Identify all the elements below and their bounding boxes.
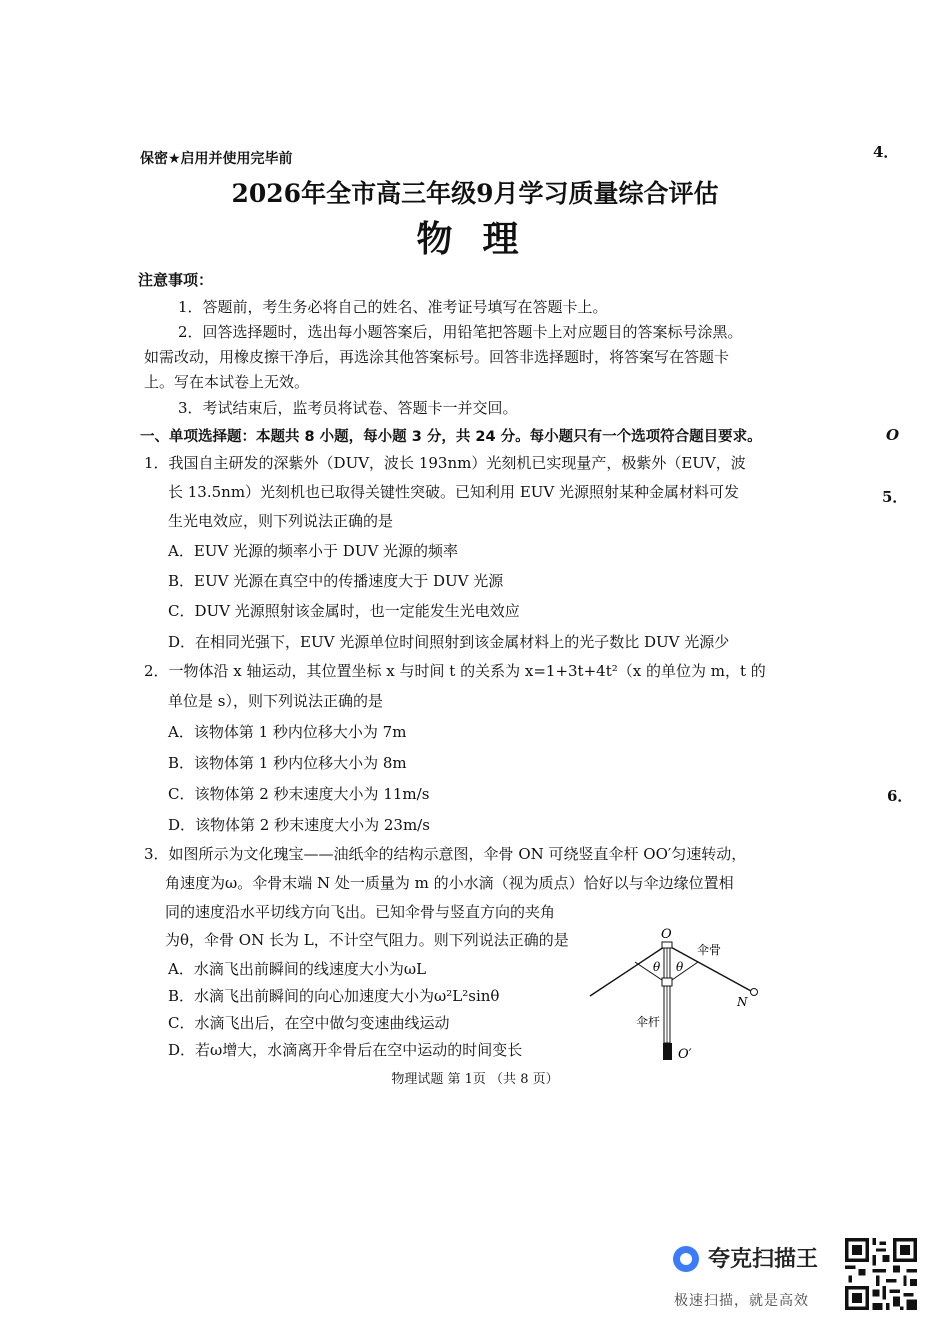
q2-line-2: 单位是 s），则下列说法正确的是 (168, 692, 383, 710)
q1-option-b: B．EUV 光源在真空中的传播速度大于 DUV 光源 (168, 572, 504, 590)
q1-line-3: 生光电效应，则下列说法正确的是 (168, 512, 394, 530)
margin-mark-o: O (886, 426, 900, 444)
q1-option-a: A．EUV 光源的频率小于 DUV 光源的频率 (168, 542, 459, 560)
label-rib: 伞骨 (697, 943, 722, 957)
q2-option-a: A．该物体第 1 秒内位移大小为 7m (168, 723, 407, 741)
label-pole: 伞杆 (636, 1015, 661, 1029)
right-brace-line (669, 962, 698, 982)
umbrella-handle (663, 1043, 672, 1060)
label-theta-left: θ (653, 960, 661, 974)
margin-mark-4: 4． (873, 143, 899, 161)
q1-option-c: C．DUV 光源照射该金属时，也一定能发生光电效应 (168, 602, 520, 620)
notice-line-2: 2．回答选择题时，选出每小题答案后，用铅笔把答题卡上对应题目的答案标号涂黑。 (178, 323, 743, 341)
q3-option-c: C．水滴飞出后，在空中做匀变速曲线运动 (168, 1014, 450, 1032)
exam-title: 2026年全市高三年级9月学习质量综合评估 (231, 179, 719, 208)
q2-line-1: 2．一物体沿 x 轴运动，其位置坐标 x 与时间 t 的关系为 x=1+3t+4t²（x 的单位为 m，t 的 (144, 662, 766, 680)
notice-line-3: 如需改动，用橡皮擦干净后，再选涂其他答案标号。回答非选择题时，将答案写在答题卡 (144, 348, 730, 366)
notice-heading: 注意事项： (138, 271, 214, 289)
label-o-prime: O′ (678, 1047, 692, 1062)
label-theta-right: θ (676, 960, 684, 974)
q3-line-4: 为θ，伞骨 ON 长为 L，不计空气阻力。则下列说法正确的是 (165, 931, 569, 949)
q3-line-3: 同的速度沿水平切线方向飞出。已知伞骨与竖直方向的夹角 (165, 903, 556, 921)
scanner-brand: 夸克扫描王 (708, 1247, 819, 1272)
q1-line-2: 长 13.5nm）光刻机也已取得关键性突破。已知利用 EUV 光源照射某种金属材料可发 (168, 483, 740, 501)
page-footer: 物理试题 第 1页 （共 8 页） (391, 1072, 559, 1087)
q1-line-1: 1．我国自主研发的深紫外（DUV，波长 193nm）光刻机已实现量产，极紫外（EUV，波 (144, 454, 746, 472)
water-droplet (751, 989, 758, 996)
q1-option-d: D．在相同光强下，EUV 光源单位时间照射到该金属材料上的光子数比 DUV 光源少 (168, 633, 730, 651)
q2-option-c: C．该物体第 2 秒末速度大小为 11m/s (168, 785, 430, 803)
margin-mark-5: 5． (882, 488, 908, 506)
scanner-slogan: 极速扫描，就是高效 (674, 1293, 809, 1309)
q3-option-d: D．若ω增大，水滴离开伞骨后在空中运动的时间变长 (168, 1041, 523, 1059)
q3-line-2: 角速度为ω。伞骨末端 N 处一质量为 m 的小水滴（视为质点）恰好以与伞边缘位置相 (165, 874, 734, 892)
umbrella-top-cap (662, 942, 672, 948)
qr-code-icon (845, 1238, 917, 1310)
q2-option-b: B．该物体第 1 秒内位移大小为 8m (168, 754, 407, 772)
label-o: O (661, 927, 672, 942)
confidential-note: 保密★启用并使用完毕前 (140, 151, 293, 167)
left-brace-line (635, 962, 665, 982)
scanner-logo-icon (673, 1246, 699, 1272)
notice-line-1: 1．答题前，考生务必将自己的姓名、准考证号填写在答题卡上。 (178, 298, 608, 316)
subject-title: 物理 (416, 218, 549, 260)
q3-option-a: A．水滴飞出前瞬间的线速度大小为ωL (168, 960, 427, 978)
margin-mark-6: 6． (887, 787, 913, 805)
notice-line-5: 3．考试结束后，监考员将试卷、答题卡一并交回。 (178, 399, 518, 417)
umbrella-slider (662, 978, 672, 986)
umbrella-diagram (585, 920, 775, 1068)
q3-option-b: B．水滴飞出前瞬间的向心加速度大小为ω²L²sinθ (168, 987, 500, 1005)
q3-line-1: 3．如图所示为文化瑰宝——油纸伞的结构示意图，伞骨 ON 可绕竖直伞杆 OO′匀速转动， (144, 845, 747, 863)
q2-option-d: D．该物体第 2 秒末速度大小为 23m/s (168, 816, 430, 834)
label-n: N (737, 995, 748, 1009)
section-heading: 一、单项选择题：本题共 8 小题，每小题 3 分，共 24 分。每小题只有一个选项符合题目要求。 (140, 429, 762, 445)
notice-line-4: 上。写在本试卷上无效。 (144, 373, 310, 391)
